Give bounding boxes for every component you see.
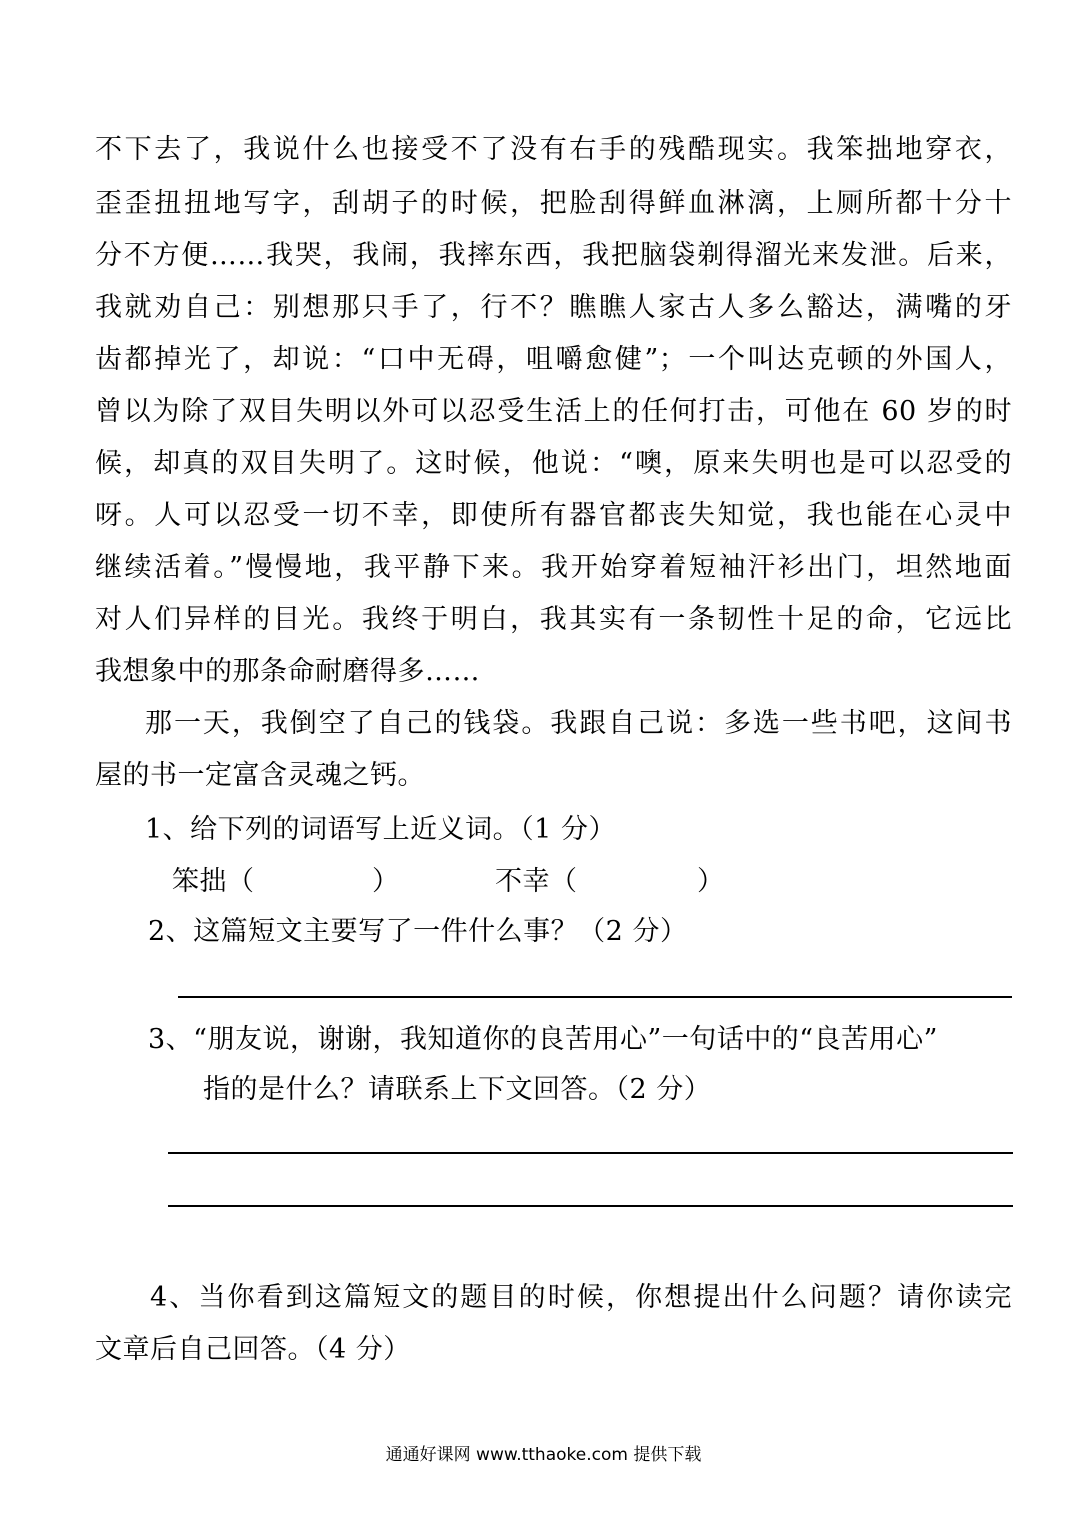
question-2: 2、这篇短文主要写了一件什么事？（2 分） bbox=[148, 916, 688, 947]
passage-paragraph-2-line-1: 那一天，我倒空了自己的钱袋。我跟自己说：多选一些书吧，这间书 bbox=[145, 708, 1012, 739]
question-1-word-2-close: ） bbox=[697, 866, 725, 897]
question-4-line-1: 4、当你看到这篇短文的题目的时候，你想提出什么问题？请你读完 bbox=[150, 1282, 1012, 1313]
question-1-word-1-close: ） bbox=[372, 866, 400, 897]
question-3-answer-line-1[interactable] bbox=[168, 1152, 1013, 1154]
question-2-answer-line[interactable] bbox=[178, 996, 1012, 998]
passage-line: 继续活着。”慢慢地，我平静下来。我开始穿着短袖汗衫出门，坦然地面 bbox=[95, 552, 1012, 583]
question-1-word-2: 不幸（ bbox=[495, 866, 578, 897]
passage-line: 齿都掉光了，却说：“口中无碍，咀嚼愈健”；一个叫达克顿的外国人， bbox=[95, 344, 1012, 375]
footer-credit: 通通好课网 www.tthaoke.com 提供下载 bbox=[385, 1445, 702, 1465]
question-3-answer-line-2[interactable] bbox=[168, 1205, 1013, 1207]
passage-line: 分不方便……我哭，我闹，我摔东西，我把脑袋剃得溜光来发泄。后来， bbox=[95, 240, 1012, 271]
passage-line: 候，却真的双目失明了。这时候，他说：“噢，原来失明也是可以忍受的 bbox=[95, 448, 1012, 479]
passage-line: 我想象中的那条命耐磨得多…… bbox=[95, 656, 480, 687]
question-1: 1、给下列的词语写上近义词。（1 分） bbox=[145, 814, 616, 845]
passage-line: 呀。人可以忍受一切不幸，即使所有器官都丧失知觉，我也能在心灵中 bbox=[95, 500, 1012, 531]
passage-line: 不下去了，我说什么也接受不了没有右手的残酷现实。我笨拙地穿衣， bbox=[95, 134, 1012, 165]
passage-paragraph-2-line-2: 屋的书一定富含灵魂之钙。 bbox=[95, 760, 425, 791]
question-1-word-1: 笨拙（ bbox=[172, 866, 255, 897]
passage-line: 我就劝自己：别想那只手了，行不？瞧瞧人家古人多么豁达，满嘴的牙 bbox=[95, 292, 1012, 323]
passage-line: 曾以为除了双目失明以外可以忍受生活上的任何打击，可他在 60 岁的时 bbox=[95, 396, 1012, 427]
question-3-line-1: 3、“朋友说，谢谢，我知道你的良苦用心”一句话中的“良苦用心” bbox=[148, 1024, 938, 1055]
passage-line: 歪歪扭扭地写字，刮胡子的时候，把脸刮得鲜血淋漓，上厕所都十分十 bbox=[95, 188, 1012, 219]
question-3-line-2: 指的是什么？请联系上下文回答。（2 分） bbox=[203, 1074, 712, 1105]
passage-line: 对人们异样的目光。我终于明白，我其实有一条韧性十足的命，它远比 bbox=[95, 604, 1012, 635]
question-4-line-2: 文章后自己回答。（4 分） bbox=[95, 1334, 411, 1365]
